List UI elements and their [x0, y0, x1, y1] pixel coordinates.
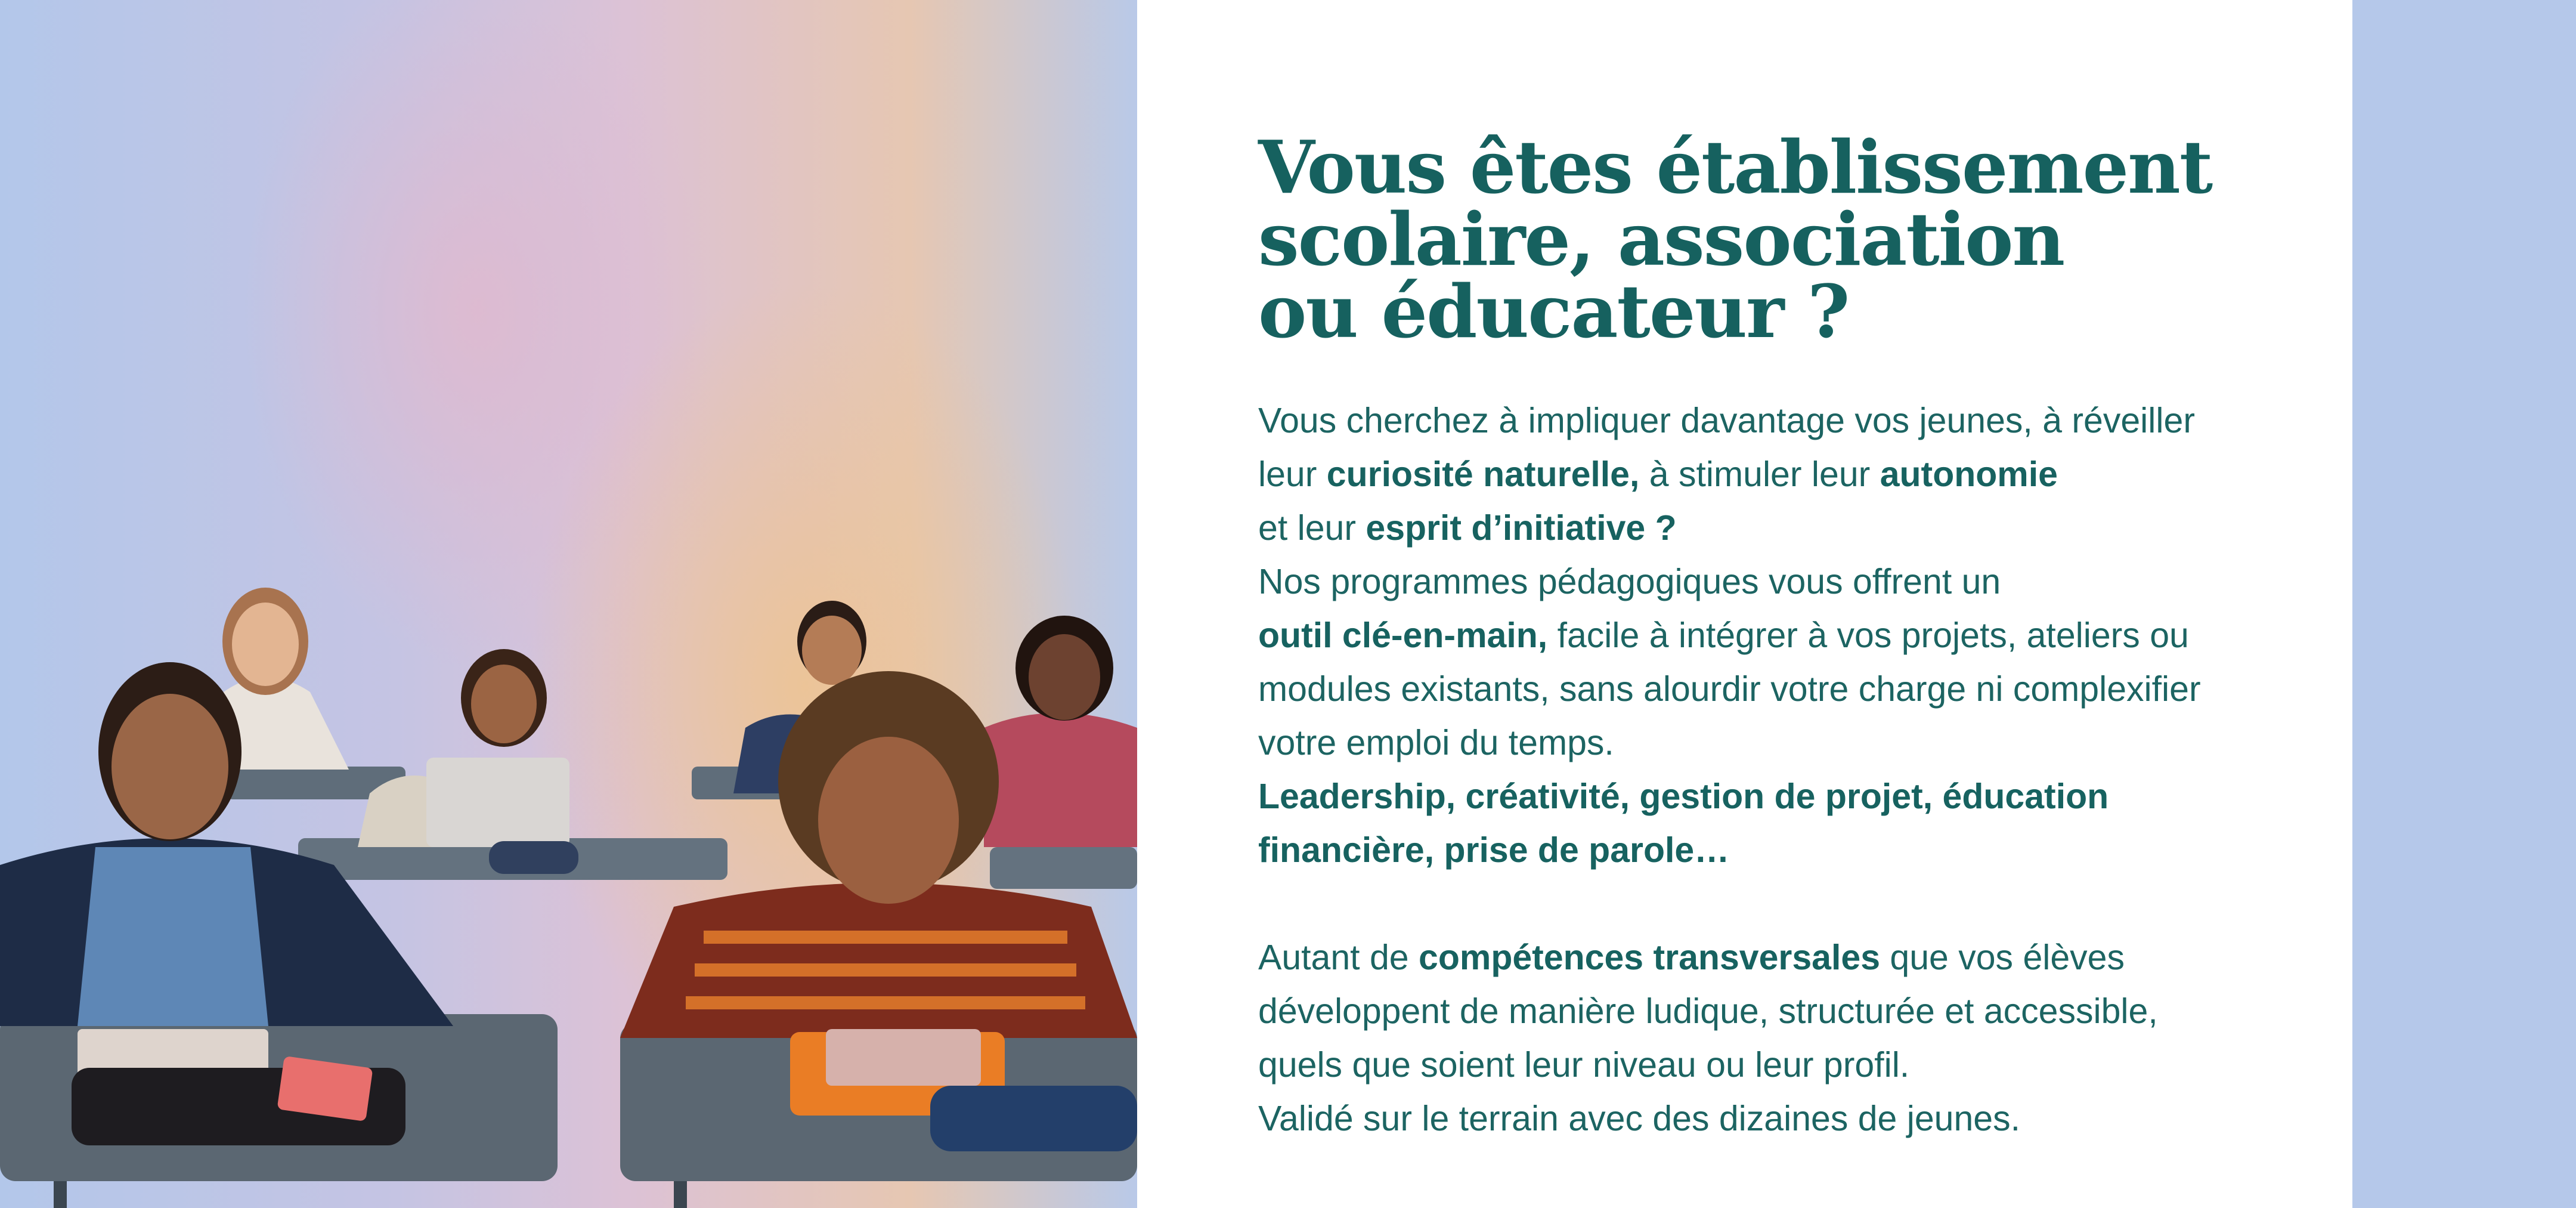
text-segment: et leur [1258, 508, 1366, 548]
text-line [1258, 555, 2308, 608]
headline-line: scolaire, association [1258, 196, 2064, 282]
text-line [1258, 984, 2308, 1038]
right-background-strip [2352, 0, 2576, 1208]
pencil-case [930, 1086, 1137, 1151]
text-segment: Autant de [1258, 938, 1419, 977]
text-line [1258, 501, 2308, 555]
text-line [1258, 1038, 2308, 1092]
text-segment: modules existants, sans alourdir votre charge ni complexifier [1258, 669, 2201, 709]
paragraph-spacer [1258, 877, 2308, 931]
text-segment: Validé sur le terrain avec des dizaines de jeunes. [1258, 1099, 2020, 1138]
text-segment: que vos élèves [1880, 938, 2125, 977]
emphasis-text: financière, prise de parole… [1258, 830, 1730, 870]
text-segment: Nos programmes pédagogiques vous offrent un [1258, 562, 2001, 601]
text-segment: votre emploi du temps. [1258, 723, 1614, 762]
emphasis-text: autonomie [1880, 455, 2058, 494]
text-line [1258, 394, 2308, 447]
text-line [1258, 447, 2308, 501]
emphasis-text: outil clé-en-main, [1258, 616, 1548, 655]
student [358, 649, 578, 874]
text-segment: leur [1258, 455, 1327, 494]
paragraph-skills [1258, 931, 2308, 1145]
desk [990, 847, 1137, 889]
classroom-illustration [0, 0, 1137, 1208]
description [1258, 394, 2308, 1145]
page-title [1258, 124, 2272, 354]
paragraph-intro [1258, 394, 2308, 877]
tablet [826, 1029, 981, 1086]
text-segment: à stimuler leur [1639, 455, 1880, 494]
text-line [1258, 662, 2308, 716]
emphasis-text: esprit d’initiative ? [1366, 508, 1677, 548]
tablet [426, 758, 569, 847]
text-line [1258, 770, 2308, 823]
text-line [1258, 716, 2308, 770]
text-line [1258, 823, 2308, 877]
headline-line: Vous êtes établissement [1258, 124, 2212, 210]
text-line [1258, 1092, 2308, 1145]
text-line [1258, 931, 2308, 984]
emphasis-text: Leadership, créativité, gestion de projet, éducation [1258, 777, 2109, 816]
emphasis-text: compétences transversales [1419, 938, 1881, 977]
text-segment: facile à intégrer à vos projets, ateliers ou [1547, 616, 2189, 655]
text-segment: Vous cherchez à impliquer davantage vos jeunes, à réveiller [1258, 401, 2195, 440]
text-segment: développent de manière ludique, structurée et accessible, [1258, 991, 2158, 1031]
classroom-photo [0, 0, 1137, 1208]
text-segment: quels que soient leur niveau ou leur profil. [1258, 1045, 1910, 1085]
emphasis-text: curiosité naturelle, [1326, 455, 1640, 494]
student [984, 616, 1137, 847]
text-line [1258, 608, 2308, 662]
headline-line: ou éducateur ? [1258, 268, 1849, 354]
